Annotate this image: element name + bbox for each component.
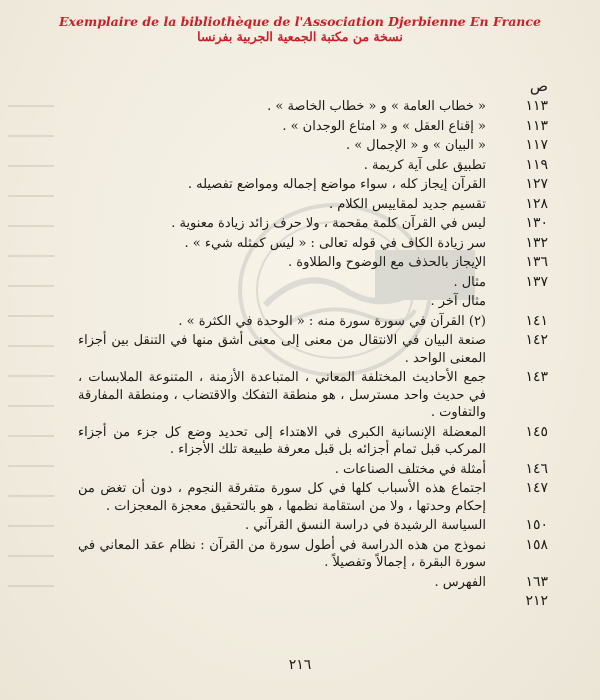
toc-page-number: ١٢٧ [525,176,548,192]
toc-page-number: ١٥٠ [525,517,548,533]
toc-entry [78,537,548,572]
toc-entry-text: القرآن إيجاز كله ، سواء مواضع إجماله ومواضع تفصيله . [187,177,486,192]
toc-entry-text: تطبيق على آية كريمة . [363,157,486,173]
table-of-contents [78,98,548,613]
toc-page-number: ١١٧ [525,137,548,153]
toc-entry-text: نموذج من هذه الدراسة في أطول سورة من القرآن : نظام عقد المعاني في سورة البقرة ، إجمالاً وتفصيلاً . [78,537,486,570]
toc-entry [78,461,548,479]
toc-entry [78,157,548,175]
toc-entry [78,137,548,155]
toc-page-number: ٢١٢ [525,593,548,609]
toc-entry-text: سر زيادة الكاف في قوله تعالى : « ليس كمثله شيء » . [184,235,486,251]
toc-page-number: ١١٣ [525,98,548,114]
page-column-header: ص [529,77,548,95]
toc-entry [78,313,548,331]
toc-entry-text: اجتماع هذه الأسباب كلها في كل سورة متفرقة النجوم ، دون أن تغض من إحكام وحدتها ، ولا من استقامة نظمها ، هو بالتحقيق معجزة المعجزات . [78,481,486,514]
toc-page-number: ١٤١ [525,312,548,329]
stamp-french-line: Exemplaire de la bibliothèque de l'Association Djerbienne En France [59,14,541,29]
toc-entry [78,176,548,194]
toc-entry-text: جمع الأحاديث المختلفة المعاني ، المتباعدة الأزمنة ، المتنوعة الملابسات ، في حديث واحد مسترسل ، هو منطقة التفكك والاقتضاب ، ومنطقة المفارقة والتفاوت . [78,370,486,420]
toc-entry [78,480,548,515]
toc-entry-text: « البيان » و « الإجمال » . [345,138,486,153]
toc-page-number: ١٤٦ [525,460,548,477]
toc-page-number: ١٥٨ [525,536,548,553]
toc-page-number: ١٢٨ [525,195,548,212]
toc-page-number: ١٣٢ [525,234,548,251]
toc-page-number: ١٣٦ [525,254,548,270]
toc-final-page [78,593,548,611]
toc-entry [78,274,548,292]
toc-entry-text: الإيجاز بالحذف مع الوضوح والطلاوة . [288,255,486,270]
toc-page-number: ١٤٢ [525,332,548,348]
toc-entry-text: « إقناع العقل » و « امتاع الوجدان » . [282,118,486,134]
toc-entry-text: (٢) القرآن في سورة سورة منه : « الوحدة في الكثرة » . [178,313,486,329]
toc-entry [78,98,548,116]
show-through-bleed [8,105,54,625]
toc-entry-text: مثال آخر . [430,294,486,309]
toc-page-number: ١١٩ [525,156,548,173]
toc-page-number: ١٣٠ [525,215,548,231]
toc-entry-text: صنعة البيان في الانتقال من معنى إلى معنى أشق منها في التنقل بين أجزاء المعنى الواحد . [78,333,486,366]
page-number: ٢١٦ [288,657,312,673]
toc-entry [78,118,548,136]
toc-entry [78,369,548,422]
toc-entry-text: مثال . [453,274,486,290]
toc-page-number: ١٤٣ [525,369,548,385]
toc-entry [78,424,548,459]
toc-entry-text: أمثلة في مختلف الصناعات . [334,461,486,477]
toc-entry-text: الفهرس . [434,574,486,590]
toc-page-number: ١٦٣ [525,573,548,590]
library-stamp [0,14,600,45]
toc-page-number: ١٣٧ [525,273,548,290]
toc-page-number: ١٤٧ [525,480,548,496]
toc-entry-text: السياسة الرشيدة في دراسة النسق القرآني . [245,518,486,533]
toc-entry [78,332,548,367]
toc-entry [78,235,548,253]
toc-page-number: ١١٣ [525,117,548,134]
toc-entry [78,293,548,311]
toc-entry [78,196,548,214]
toc-page-number: ١٤٥ [525,423,548,440]
toc-entry [78,254,548,272]
toc-entry-text: ليس في القرآن كلمة مقحمة ، ولا حرف زائد زيادة معنوية . [171,216,486,231]
toc-entry-text: « خطاب العامة » و « خطاب الخاصة » . [267,99,486,114]
toc-entry-text: المعضلة الإنسانية الكبرى في الاهتداء إلى تحديد وضع كل جزء من أجزاء المركب قبل تمام أجزائه بل قبل معرفة طبيعة تلك الأجزاء . [78,424,486,457]
toc-entry [78,215,548,233]
toc-entry-text: تقسيم جديد لمقاييس الكلام . [328,196,486,212]
toc-entry [78,517,548,535]
toc-entry [78,574,548,592]
stamp-arabic-line: نسخة من مكتبة الجمعية الجربية بفرنسا [197,29,403,44]
